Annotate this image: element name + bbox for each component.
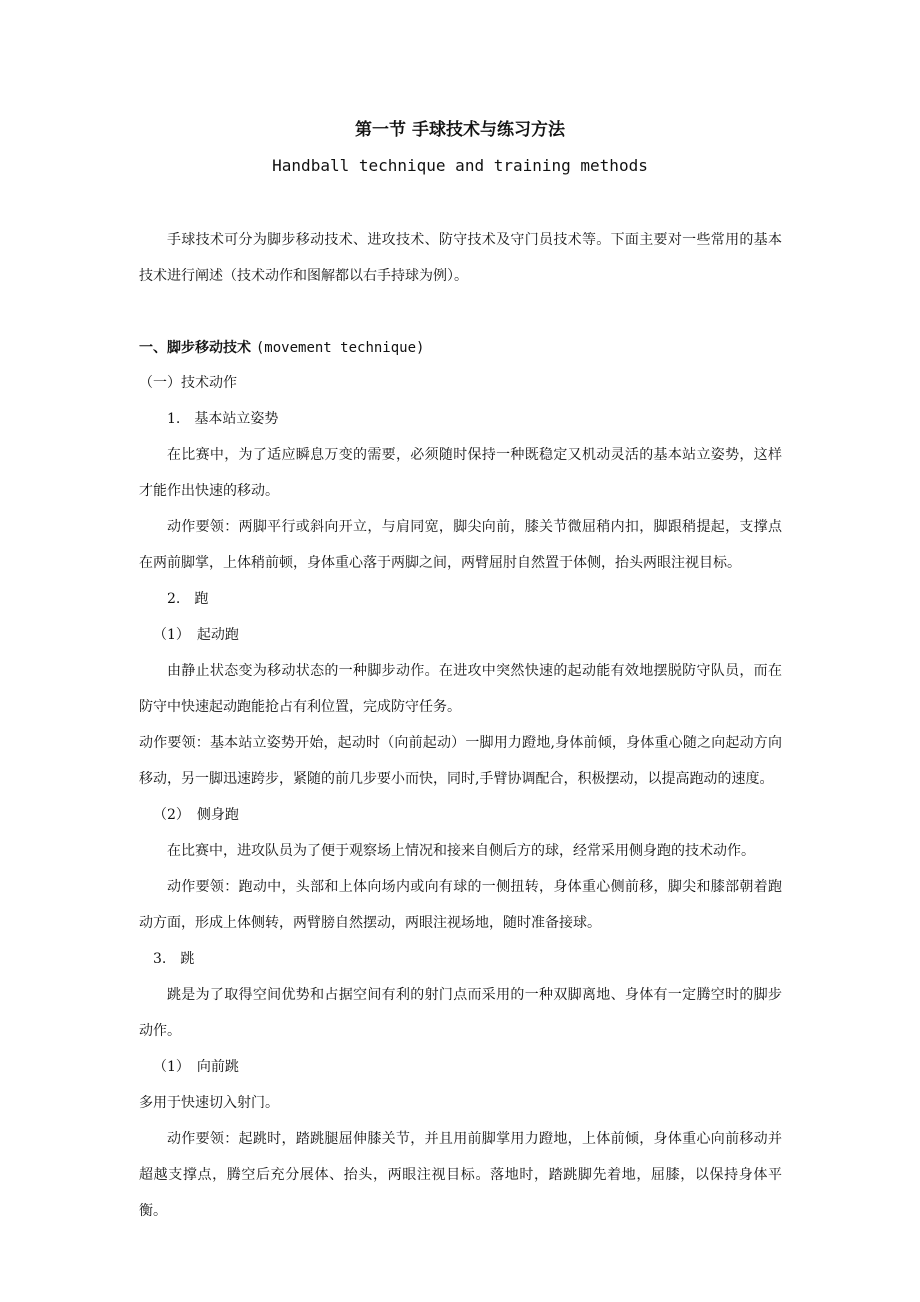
- page-subtitle-english: Handball technique and training methods: [272, 156, 648, 175]
- item-heading-run: 2. 跑: [167, 591, 209, 607]
- section-heading-cn: 一、脚步移动技术: [139, 340, 251, 356]
- subitem-heading-side-run: （2） 侧身跑: [153, 807, 239, 823]
- subitem-heading-forward-jump: （1） 向前跳: [153, 1059, 239, 1075]
- stance-paragraph-2: 动作要领：两脚平行或斜向开立，与肩同宽，脚尖向前，膝关节微屈稍内扣，脚跟稍提起，支撑点在两前脚掌，上体稍前顿，身体重心落于两脚之间，两臂屈肘自然置于体侧，抬头两眼注视目标。: [139, 519, 782, 571]
- start-run-paragraph-2: 动作要领：基本站立姿势开始，起动时（向前起动）一脚用力蹬地,身体前倾，身体重心随之向起动方向移动，另一脚迅速跨步，紧随的前几步要小而快，同时,手臂协调配合，积极摆动，以提高跑动的速度。: [139, 735, 782, 787]
- intro-paragraph: 手球技术可分为脚步移动技术、进攻技术、防守技术及守门员技术等。下面主要对一些常用的基本技术进行阐述（技术动作和图解都以右手持球为例）。: [139, 232, 782, 284]
- side-run-paragraph-1: 在比赛中，进攻队员为了便于观察场上情况和接来自侧后方的球，经常采用侧身跑的技术动作。: [167, 843, 755, 859]
- side-run-paragraph-2: 动作要领：跑动中，头部和上体向场内或向有球的一侧扭转，身体重心侧前移，脚尖和膝部朝着跑动方面，形成上体侧转，两臂膀自然摆动，两眼注视场地，随时准备接球。: [139, 879, 782, 931]
- item-heading-stance: 1. 基本站立姿势: [167, 411, 279, 427]
- forward-jump-paragraph-1: 多用于快速切入射门。: [139, 1095, 279, 1111]
- page-title: 第一节 手球技术与练习方法: [355, 120, 565, 140]
- section-heading: [139, 337, 424, 359]
- start-run-paragraph-1: 由静止状态变为移动状态的一种脚步动作。在进攻中突然快速的起动能有效地摆脱防守队员，而在防守中快速起动跑能抢占有利位置，完成防守任务。: [139, 663, 782, 715]
- item-heading-jump: 3. 跳: [153, 951, 195, 967]
- section-heading-en: (movement technique): [255, 340, 425, 356]
- forward-jump-paragraph-2: 动作要领：起跳时，踏跳腿屈伸膝关节，并且用前脚掌用力蹬地，上体前倾，身体重心向前移动并超越支撑点，腾空后充分展体、抬头，两眼注视目标。落地时，踏跳脚先着地，屈膝，以保持身体平衡。: [139, 1131, 782, 1219]
- subsection-label: （一）技术动作: [139, 375, 237, 391]
- stance-paragraph-1: 在比赛中，为了适应瞬息万变的需要，必须随时保持一种既稳定又机动灵活的基本站立姿势，这样才能作出快速的移动。: [139, 447, 782, 499]
- subitem-heading-start-run: （1） 起动跑: [153, 627, 239, 643]
- jump-paragraph-1: 跳是为了取得空间优势和占据空间有利的射门点而采用的一种双脚离地、身体有一定腾空时的脚步动作。: [139, 987, 782, 1039]
